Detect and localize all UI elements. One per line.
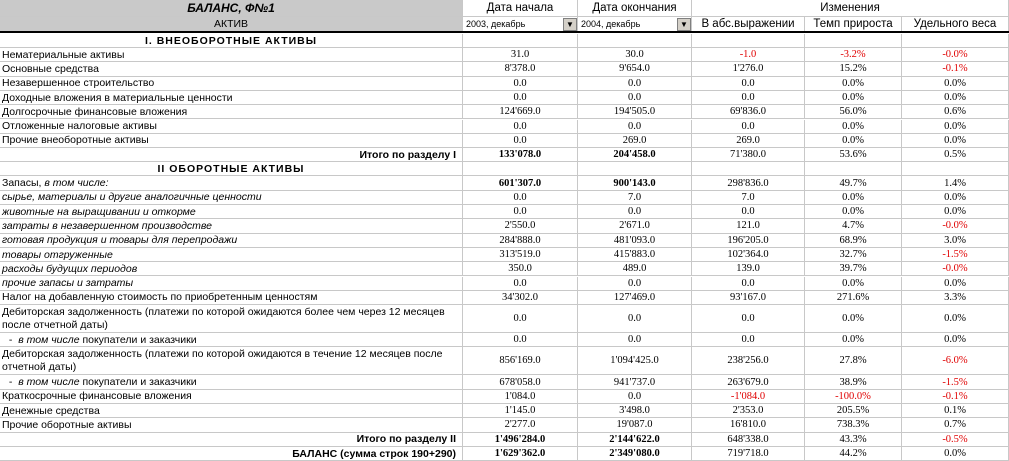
start-value[interactable]: 1'629'362.0 <box>463 447 578 460</box>
label-italic: в том числе <box>15 376 80 389</box>
end-value[interactable]: 2'349'080.0 <box>578 447 692 460</box>
start-value[interactable]: 678'058.0 <box>463 375 578 388</box>
growth-rate[interactable]: 32.7% <box>805 248 902 261</box>
end-value[interactable]: 489.0 <box>578 262 692 275</box>
row-label[interactable]: Прочие оборотные активы <box>0 418 463 431</box>
table-row <box>0 447 1009 461</box>
row-label[interactable]: I. ВНЕОБОРОТНЫЕ АКТИВЫ <box>0 34 463 47</box>
start-value[interactable]: 0.0 <box>463 305 578 332</box>
growth-rate[interactable]: 0.0% <box>805 77 902 90</box>
growth-rate[interactable]: 0.0% <box>805 120 902 133</box>
share-change[interactable]: 0.0% <box>902 205 1009 218</box>
end-value[interactable]: 941'737.0 <box>578 375 692 388</box>
end-date-value: 2004, декабрь <box>581 19 641 29</box>
abs-change[interactable]: 263'679.0 <box>692 375 805 388</box>
row-label[interactable]: БАЛАНС (сумма строк 190+290) <box>0 447 463 460</box>
growth-rate[interactable]: 27.8% <box>805 347 902 374</box>
abs-change[interactable] <box>692 162 805 175</box>
table-row <box>0 418 1009 432</box>
share-change[interactable]: -0.5% <box>902 433 1009 446</box>
table-row <box>0 162 1009 176</box>
table-row <box>0 105 1009 119</box>
row-label[interactable] <box>0 333 463 346</box>
table-row <box>0 62 1009 76</box>
label-italic: в том числе: <box>41 177 109 190</box>
row-label[interactable]: Дебиторская задолженность (платежи по которой ожидаются в течение 12 месяцев после отчетной даты) <box>0 347 463 374</box>
table-row <box>0 375 1009 389</box>
chevron-down-icon[interactable]: ▼ <box>563 18 577 31</box>
end-value[interactable]: 0.0 <box>578 91 692 104</box>
share-change[interactable]: -0.1% <box>902 62 1009 75</box>
row-label[interactable]: Незавершенное строительство <box>0 77 463 90</box>
end-value[interactable]: 0.0 <box>578 333 692 346</box>
growth-rate[interactable]: 53.6% <box>805 148 902 161</box>
start-value[interactable]: 8'378.0 <box>463 62 578 75</box>
growth-rate[interactable]: 0.0% <box>805 191 902 204</box>
share-change[interactable]: 0.1% <box>902 404 1009 417</box>
growth-rate[interactable]: 15.2% <box>805 62 902 75</box>
table-row <box>0 148 1009 162</box>
start-value[interactable]: 0.0 <box>463 120 578 133</box>
table-row <box>0 176 1009 190</box>
abs-change[interactable]: -1'084.0 <box>692 390 805 403</box>
row-label[interactable]: готовая продукция и товары для перепродажи <box>0 234 463 247</box>
share-change[interactable]: 0.0% <box>902 134 1009 147</box>
row-label[interactable]: прочие запасы и затраты <box>0 277 463 290</box>
end-value[interactable]: 269.0 <box>578 134 692 147</box>
end-value[interactable]: 0.0 <box>578 390 692 403</box>
growth-rate[interactable]: 38.9% <box>805 375 902 388</box>
table-row <box>0 248 1009 262</box>
share-change[interactable]: 0.0% <box>902 277 1009 290</box>
abs-header: В абс.выражении <box>692 17 805 31</box>
row-label[interactable]: Налог на добавленную стоимость по приобретенным ценностям <box>0 291 463 304</box>
end-value[interactable]: 481'093.0 <box>578 234 692 247</box>
row-label[interactable]: II ОБОРОТНЫЕ АКТИВЫ <box>0 162 463 175</box>
abs-change[interactable]: 121.0 <box>692 219 805 232</box>
share-change[interactable]: 0.0% <box>902 305 1009 332</box>
growth-rate[interactable]: 0.0% <box>805 91 902 104</box>
end-value[interactable]: 19'087.0 <box>578 418 692 431</box>
growth-rate[interactable]: 0.0% <box>805 333 902 346</box>
end-value[interactable]: 900'143.0 <box>578 176 692 189</box>
abs-change[interactable]: 0.0 <box>692 120 805 133</box>
row-label[interactable]: Отложенные налоговые активы <box>0 120 463 133</box>
growth-rate[interactable]: 4.7% <box>805 219 902 232</box>
start-value[interactable]: 2'277.0 <box>463 418 578 431</box>
table-row <box>0 219 1009 233</box>
label-italic: в том числе <box>15 333 80 346</box>
abs-change[interactable]: 139.0 <box>692 262 805 275</box>
share-change[interactable]: 0.5% <box>902 148 1009 161</box>
abs-change[interactable]: 0.0 <box>692 91 805 104</box>
start-value[interactable]: 0.0 <box>463 91 578 104</box>
end-value[interactable]: 0.0 <box>578 277 692 290</box>
start-value[interactable]: 1'084.0 <box>463 390 578 403</box>
share-change[interactable] <box>902 162 1009 175</box>
row-label[interactable]: Долгосрочные финансовые вложения <box>0 105 463 118</box>
table-row <box>0 34 1009 48</box>
table-row <box>0 48 1009 62</box>
growth-rate[interactable]: 0.0% <box>805 277 902 290</box>
start-value[interactable]: 0.0 <box>463 333 578 346</box>
start-value[interactable]: 284'888.0 <box>463 234 578 247</box>
abs-change[interactable]: 7.0 <box>692 191 805 204</box>
share-change[interactable]: 0.0% <box>902 77 1009 90</box>
share-change[interactable]: 0.0% <box>902 333 1009 346</box>
start-value[interactable]: 0.0 <box>463 77 578 90</box>
start-value[interactable]: 1'145.0 <box>463 404 578 417</box>
table-row <box>0 77 1009 91</box>
table-row <box>0 91 1009 105</box>
start-value[interactable] <box>463 34 578 47</box>
abs-change[interactable]: 196'205.0 <box>692 234 805 247</box>
end-date-select[interactable] <box>578 17 692 31</box>
share-change[interactable]: -6.0% <box>902 347 1009 374</box>
row-label[interactable]: Денежные средства <box>0 404 463 417</box>
table-row <box>0 262 1009 276</box>
chevron-down-icon[interactable]: ▼ <box>677 18 691 31</box>
growth-rate[interactable]: 205.5% <box>805 404 902 417</box>
row-label[interactable]: Нематериальные активы <box>0 48 463 61</box>
share-change[interactable]: 3.0% <box>902 234 1009 247</box>
end-value[interactable] <box>578 162 692 175</box>
growth-rate[interactable] <box>805 162 902 175</box>
changes-header: Изменения <box>692 0 1009 16</box>
table-row <box>0 277 1009 291</box>
row-label[interactable]: затраты в незавершенном производстве <box>0 219 463 232</box>
label-text: - <box>6 376 16 389</box>
sheet-title: БАЛАНС, Ф№1 <box>0 0 463 16</box>
end-value[interactable]: 2'144'622.0 <box>578 433 692 446</box>
abs-change[interactable]: 719'718.0 <box>692 447 805 460</box>
start-value[interactable]: 34'302.0 <box>463 291 578 304</box>
end-value[interactable]: 3'498.0 <box>578 404 692 417</box>
abs-change[interactable]: 16'810.0 <box>692 418 805 431</box>
abs-change[interactable]: -1.0 <box>692 48 805 61</box>
end-value[interactable]: 194'505.0 <box>578 105 692 118</box>
table-row <box>0 234 1009 248</box>
table-row <box>0 291 1009 305</box>
row-label[interactable]: товары отгруженные <box>0 248 463 261</box>
row-label[interactable]: Прочие внеоборотные активы <box>0 134 463 147</box>
growth-rate[interactable] <box>805 34 902 47</box>
end-value[interactable]: 415'883.0 <box>578 248 692 261</box>
table-row <box>0 134 1009 148</box>
end-value[interactable]: 0.0 <box>578 120 692 133</box>
row-label[interactable]: Основные средства <box>0 62 463 75</box>
end-value[interactable]: 7.0 <box>578 191 692 204</box>
growth-rate[interactable]: 39.7% <box>805 262 902 275</box>
abs-change[interactable]: 1'276.0 <box>692 62 805 75</box>
abs-change[interactable]: 0.0 <box>692 333 805 346</box>
end-value[interactable] <box>578 34 692 47</box>
share-change[interactable]: 0.0% <box>902 191 1009 204</box>
table-row <box>0 333 1009 347</box>
label-text: Запасы, <box>2 177 42 190</box>
abs-change[interactable]: 0.0 <box>692 205 805 218</box>
abs-change[interactable]: 648'338.0 <box>692 433 805 446</box>
growth-rate[interactable]: 56.0% <box>805 105 902 118</box>
header-row-1 <box>0 0 1009 17</box>
growth-rate[interactable]: 0.0% <box>805 134 902 147</box>
start-date-select[interactable] <box>463 17 578 31</box>
table-row <box>0 404 1009 418</box>
start-value[interactable]: 133'078.0 <box>463 148 578 161</box>
row-label[interactable]: Итого по разделу I <box>0 148 463 161</box>
growth-header: Темп прироста <box>805 17 902 31</box>
abs-change[interactable]: 93'167.0 <box>692 291 805 304</box>
col-end-header: Дата окончания <box>578 0 692 16</box>
aktiv-header: АКТИВ <box>0 17 463 31</box>
abs-change[interactable]: 298'836.0 <box>692 176 805 189</box>
start-value[interactable]: 31.0 <box>463 48 578 61</box>
end-value[interactable]: 2'671.0 <box>578 219 692 232</box>
start-value[interactable]: 124'669.0 <box>463 105 578 118</box>
abs-change[interactable]: 102'364.0 <box>692 248 805 261</box>
row-label[interactable]: расходы будущих периодов <box>0 262 463 275</box>
end-value[interactable]: 1'094'425.0 <box>578 347 692 374</box>
abs-change[interactable]: 71'380.0 <box>692 148 805 161</box>
share-change[interactable]: 0.0% <box>902 91 1009 104</box>
start-value[interactable]: 0.0 <box>463 205 578 218</box>
share-change[interactable]: 0.0% <box>902 120 1009 133</box>
table-row <box>0 120 1009 134</box>
table-row <box>0 433 1009 447</box>
growth-rate[interactable]: -3.2% <box>805 48 902 61</box>
abs-change[interactable]: 269.0 <box>692 134 805 147</box>
start-value[interactable]: 350.0 <box>463 262 578 275</box>
share-change[interactable]: 1.4% <box>902 176 1009 189</box>
abs-change[interactable]: 0.0 <box>692 305 805 332</box>
start-value[interactable]: 2'550.0 <box>463 219 578 232</box>
share-change[interactable]: -1.5% <box>902 248 1009 261</box>
growth-rate[interactable]: 0.0% <box>805 205 902 218</box>
end-value[interactable]: 9'654.0 <box>578 62 692 75</box>
table-row <box>0 191 1009 205</box>
row-label[interactable]: Дебиторская задолженность (платежи по которой ожидаются более чем через 12 месяцев после отчетной даты) <box>0 305 463 332</box>
start-value[interactable]: 1'496'284.0 <box>463 433 578 446</box>
share-change[interactable]: 3.3% <box>902 291 1009 304</box>
share-change[interactable]: -0.0% <box>902 219 1009 232</box>
share-change[interactable]: -0.0% <box>902 262 1009 275</box>
end-value[interactable]: 0.0 <box>578 77 692 90</box>
abs-change[interactable]: 0.0 <box>692 77 805 90</box>
label-text: - <box>6 333 16 346</box>
start-value[interactable]: 0.0 <box>463 134 578 147</box>
row-label[interactable] <box>0 375 463 388</box>
share-change[interactable]: 0.6% <box>902 105 1009 118</box>
share-change[interactable]: -0.0% <box>902 48 1009 61</box>
abs-change[interactable]: 238'256.0 <box>692 347 805 374</box>
row-label[interactable] <box>0 176 463 189</box>
start-value[interactable]: 856'169.0 <box>463 347 578 374</box>
row-label[interactable]: Краткосрочные финансовые вложения <box>0 390 463 403</box>
growth-rate[interactable]: 68.9% <box>805 234 902 247</box>
end-value[interactable]: 0.0 <box>578 205 692 218</box>
abs-change[interactable]: 69'836.0 <box>692 105 805 118</box>
start-value[interactable]: 601'307.0 <box>463 176 578 189</box>
growth-rate[interactable]: 44.2% <box>805 447 902 460</box>
row-label[interactable]: Доходные вложения в материальные ценности <box>0 91 463 104</box>
abs-change[interactable]: 2'353.0 <box>692 404 805 417</box>
label-tail: покупатели и заказчики <box>79 376 197 389</box>
row-label[interactable]: Итого по разделу II <box>0 433 463 446</box>
share-change[interactable]: 0.0% <box>902 447 1009 460</box>
abs-change[interactable] <box>692 34 805 47</box>
table-row <box>0 347 1009 375</box>
end-value[interactable]: 30.0 <box>578 48 692 61</box>
start-value[interactable]: 0.0 <box>463 277 578 290</box>
growth-rate[interactable]: 271.6% <box>805 291 902 304</box>
start-value[interactable] <box>463 162 578 175</box>
row-label[interactable]: сырье, материалы и другие аналогичные ценности <box>0 191 463 204</box>
label-tail: покупатели и заказчики <box>79 333 197 346</box>
growth-rate[interactable]: 43.3% <box>805 433 902 446</box>
start-value[interactable]: 0.0 <box>463 191 578 204</box>
start-value[interactable]: 313'519.0 <box>463 248 578 261</box>
header-row-2 <box>0 17 1009 33</box>
table-row <box>0 205 1009 219</box>
table-row <box>0 305 1009 333</box>
growth-rate[interactable]: 49.7% <box>805 176 902 189</box>
end-value[interactable]: 204'458.0 <box>578 148 692 161</box>
end-value[interactable]: 0.0 <box>578 305 692 332</box>
growth-rate[interactable]: -100.0% <box>805 390 902 403</box>
share-change[interactable]: 0.7% <box>902 418 1009 431</box>
table-row <box>0 390 1009 404</box>
col-start-header: Дата начала <box>463 0 578 16</box>
end-value[interactable]: 127'469.0 <box>578 291 692 304</box>
share-change[interactable] <box>902 34 1009 47</box>
start-date-value: 2003, декабрь <box>466 19 526 29</box>
growth-rate[interactable]: 738.3% <box>805 418 902 431</box>
abs-change[interactable]: 0.0 <box>692 277 805 290</box>
share-change[interactable]: -0.1% <box>902 390 1009 403</box>
row-label[interactable]: животные на выращивании и откорме <box>0 205 463 218</box>
growth-rate[interactable]: 0.0% <box>805 305 902 332</box>
share-header: Удельного веса <box>902 17 1009 31</box>
share-change[interactable]: -1.5% <box>902 375 1009 388</box>
